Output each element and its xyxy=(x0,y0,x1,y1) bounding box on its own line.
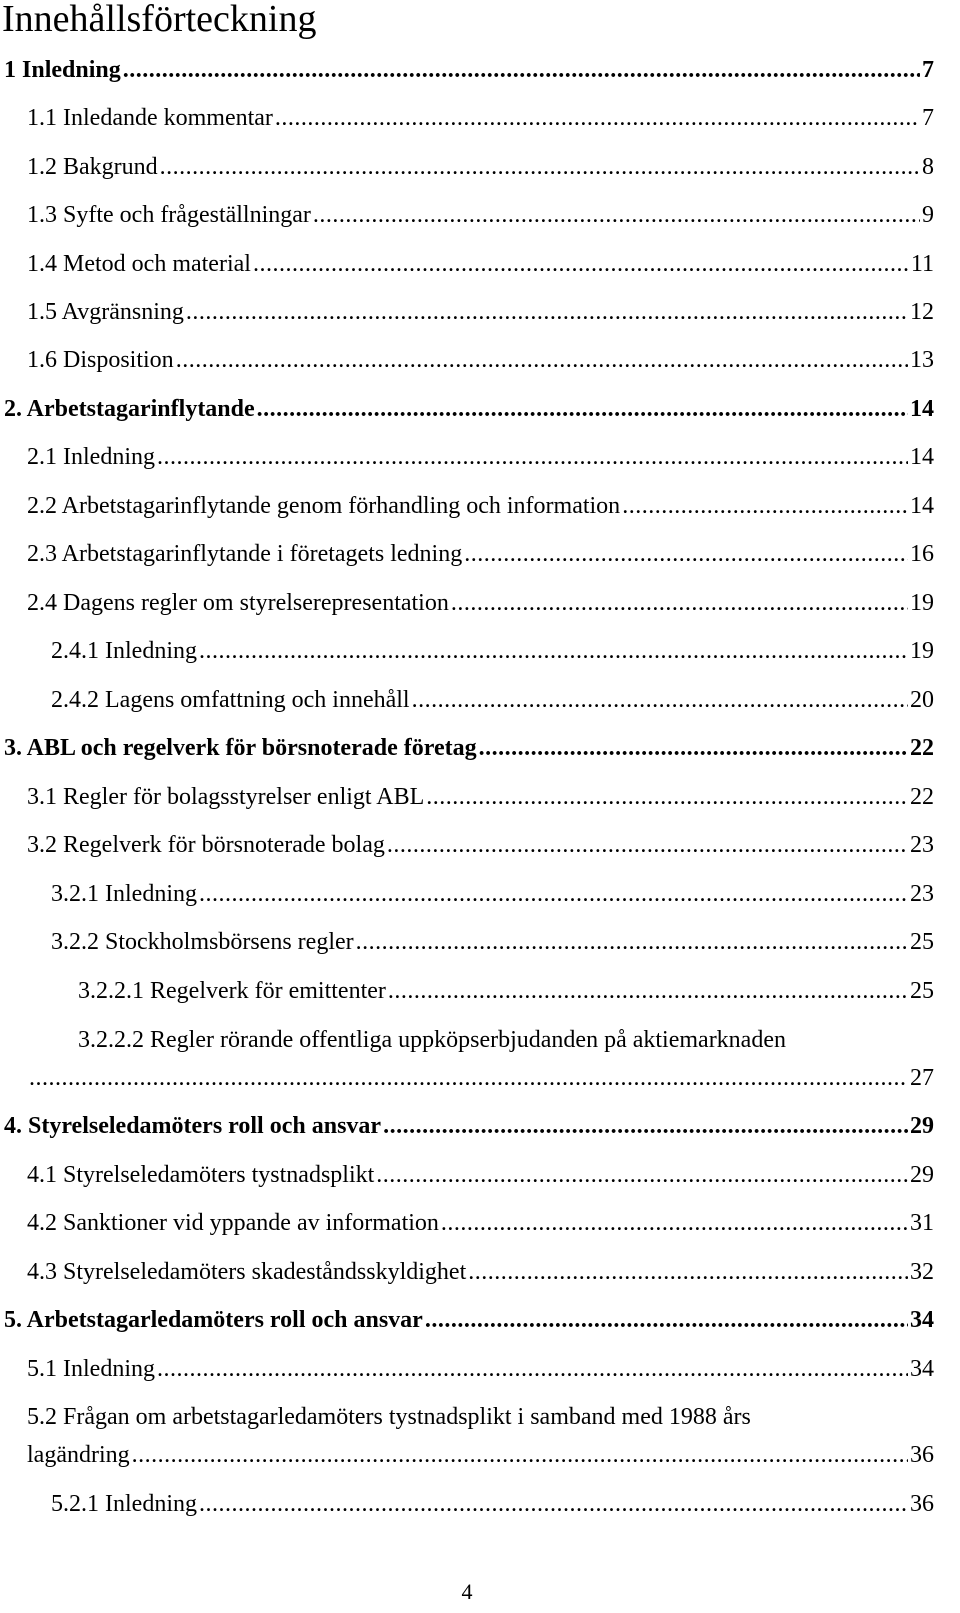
toc-entry-title: 1.6 Disposition xyxy=(27,347,174,373)
dot-leader xyxy=(441,1208,908,1238)
dot-leader xyxy=(199,1489,908,1519)
toc-entry-title: 3.2.2 Stockholmsbörsens regler xyxy=(51,929,354,955)
toc-entry-title: 2. Arbetstagarinflytande xyxy=(4,396,255,422)
toc-entry-title: 3.1 Regler för bolagsstyrelser enligt ABL xyxy=(27,784,425,810)
dot-leader xyxy=(468,1257,908,1287)
toc-entry[interactable] xyxy=(0,685,934,715)
toc-entry[interactable] xyxy=(0,345,934,375)
toc-entry-wrapped[interactable] xyxy=(0,1025,934,1095)
toc-entry[interactable] xyxy=(0,152,934,182)
toc-entry-title: 3.2 Regelverk för börsnoterade bolag xyxy=(27,832,385,858)
toc-entry-title: 1.1 Inledande kommentar xyxy=(27,105,273,131)
toc-entry-page-number: 11 xyxy=(910,251,934,277)
toc-entry-page-number: 14 xyxy=(910,396,934,422)
toc-entry-title-line1: 3.2.2.2 Regler rörande offentliga uppköpserbjudanden på aktiemarknaden xyxy=(78,1027,786,1053)
dot-leader xyxy=(132,1440,908,1470)
toc-entry[interactable] xyxy=(0,1489,934,1519)
dot-leader xyxy=(186,297,908,327)
toc-entry-title: 4.1 Styrelseledamöters tystnadsplikt xyxy=(27,1162,375,1188)
toc-entry-page-number: 22 xyxy=(910,784,934,810)
toc-entry[interactable] xyxy=(0,1305,934,1335)
toc-entry-title: 3.2.2.1 Regelverk för emittenter xyxy=(78,978,386,1004)
dot-leader xyxy=(412,685,908,715)
toc-entry[interactable] xyxy=(0,539,934,569)
toc-entry-title: 2.4 Dagens regler om styrelserepresentation xyxy=(27,590,449,616)
toc-entry-title: 5. Arbetstagarledamöters roll och ansvar xyxy=(4,1307,423,1333)
toc-entry-page-number: 13 xyxy=(910,347,934,373)
toc-entry-page-number: 23 xyxy=(910,881,934,907)
toc-entry-page-number: 29 xyxy=(910,1162,934,1188)
toc-entry[interactable] xyxy=(0,442,934,472)
toc-entry[interactable] xyxy=(0,636,934,666)
toc-entry-page-number: 36 xyxy=(910,1442,934,1468)
toc-entry-title: 2.1 Inledning xyxy=(27,444,155,470)
toc-entry-title: 1.3 Syfte och frågeställningar xyxy=(27,202,311,228)
toc-entry-title-line1: 5.2 Frågan om arbetstagarledamöters tystnadsplikt i samband med 1988 års xyxy=(27,1404,751,1430)
toc-entry-title: lagändring xyxy=(27,1442,130,1468)
toc-entry-title: 2.4.2 Lagens omfattning och innehåll xyxy=(51,687,410,713)
toc-entry-page-number: 14 xyxy=(910,444,934,470)
toc-entry[interactable] xyxy=(0,830,934,860)
page-title: Innehållsförteckning xyxy=(2,0,317,40)
toc-entry[interactable] xyxy=(0,249,934,279)
toc-entry-page-number: 34 xyxy=(910,1307,934,1333)
toc-entry-page-number: 14 xyxy=(910,493,934,519)
dot-leader xyxy=(29,1063,908,1093)
dot-leader xyxy=(356,927,908,957)
toc-entry-page-number: 19 xyxy=(910,638,934,664)
dot-leader xyxy=(426,782,908,812)
toc-entry[interactable] xyxy=(0,1257,934,1287)
toc-entry-page-number: 36 xyxy=(910,1491,934,1517)
toc-entry-page-number: 23 xyxy=(910,832,934,858)
toc-entry[interactable] xyxy=(0,782,934,812)
toc-entry-page-number: 9 xyxy=(922,202,934,228)
dot-leader xyxy=(275,103,920,133)
toc-entry[interactable] xyxy=(0,103,934,133)
dot-leader xyxy=(157,1354,908,1384)
toc-entry[interactable] xyxy=(0,55,934,85)
dot-leader xyxy=(160,152,920,182)
toc-entry-title: 5.2.1 Inledning xyxy=(51,1491,197,1517)
toc-entry[interactable] xyxy=(0,1160,934,1190)
toc-entry-page-number: 25 xyxy=(910,929,934,955)
toc-entry[interactable] xyxy=(0,1208,934,1238)
dot-leader xyxy=(199,636,908,666)
toc-entry-page-number: 22 xyxy=(910,735,934,761)
toc-entry[interactable] xyxy=(0,588,934,618)
toc-entry-title: 4. Styrelseledamöters roll och ansvar xyxy=(4,1113,382,1139)
dot-leader xyxy=(199,879,908,909)
toc-entry-page-number: 19 xyxy=(910,590,934,616)
page-number: 4 xyxy=(461,1579,473,1604)
dot-leader xyxy=(376,1160,908,1190)
dot-leader xyxy=(176,345,908,375)
toc-entry[interactable] xyxy=(0,200,934,230)
toc-entry-page-number: 29 xyxy=(910,1113,934,1139)
toc-entry-wrapped[interactable] xyxy=(0,1402,934,1472)
toc-entry-page-number: 27 xyxy=(910,1065,934,1091)
toc-entry[interactable] xyxy=(0,1354,934,1384)
toc-entry-title: 3. ABL och regelverk för börsnoterade företag xyxy=(4,735,477,761)
dot-leader xyxy=(123,55,920,85)
dot-leader xyxy=(157,442,908,472)
toc-entry-title: 1 Inledning xyxy=(4,57,121,83)
toc-entry[interactable] xyxy=(0,733,934,763)
dot-leader xyxy=(464,539,908,569)
toc-entry-title: 4.2 Sanktioner vid yppande av information xyxy=(27,1210,439,1236)
dot-leader xyxy=(387,830,908,860)
toc-entry-title: 1.2 Bakgrund xyxy=(27,154,158,180)
toc-entry-page-number: 34 xyxy=(910,1356,934,1382)
toc-entry-page-number: 31 xyxy=(910,1210,934,1236)
dot-leader xyxy=(425,1305,908,1335)
dot-leader xyxy=(622,491,908,521)
toc-entry[interactable] xyxy=(0,1111,934,1141)
toc-entry-title: 5.1 Inledning xyxy=(27,1356,155,1382)
dot-leader xyxy=(479,733,908,763)
dot-leader xyxy=(388,976,908,1006)
toc-entry-title: 4.3 Styrelseledamöters skadeståndsskyldighet xyxy=(27,1259,467,1285)
toc-entry-page-number: 32 xyxy=(910,1259,934,1285)
toc-entry-page-number: 25 xyxy=(910,978,934,1004)
toc-entry-title: 3.2.1 Inledning xyxy=(51,881,197,907)
toc-entry-page-number: 8 xyxy=(922,154,934,180)
toc-entry[interactable] xyxy=(0,976,934,1006)
dot-leader xyxy=(451,588,908,618)
toc-entry-page-number: 20 xyxy=(910,687,934,713)
toc-entry-page-number: 16 xyxy=(910,541,934,567)
toc-entry-page-number: 7 xyxy=(922,57,934,83)
dot-leader xyxy=(313,200,920,230)
toc-entry[interactable] xyxy=(0,394,934,424)
toc-entry[interactable] xyxy=(0,297,934,327)
dot-leader xyxy=(253,249,909,279)
toc-entry-page-number: 12 xyxy=(910,299,934,325)
toc-entry[interactable] xyxy=(0,927,934,957)
toc-entry-title: 2.2 Arbetstagarinflytande genom förhandling och information xyxy=(27,493,621,519)
toc-entry[interactable] xyxy=(0,491,934,521)
toc-entry[interactable] xyxy=(0,879,934,909)
toc-entry-title: 2.3 Arbetstagarinflytande i företagets ledning xyxy=(27,541,463,567)
dot-leader xyxy=(257,394,908,424)
toc-entry-title: 2.4.1 Inledning xyxy=(51,638,197,664)
toc-entry-title: 1.5 Avgränsning xyxy=(27,299,184,325)
toc-entry-title: 1.4 Metod och material xyxy=(27,251,251,277)
dot-leader xyxy=(383,1111,908,1141)
toc-entry-page-number: 7 xyxy=(922,105,934,131)
